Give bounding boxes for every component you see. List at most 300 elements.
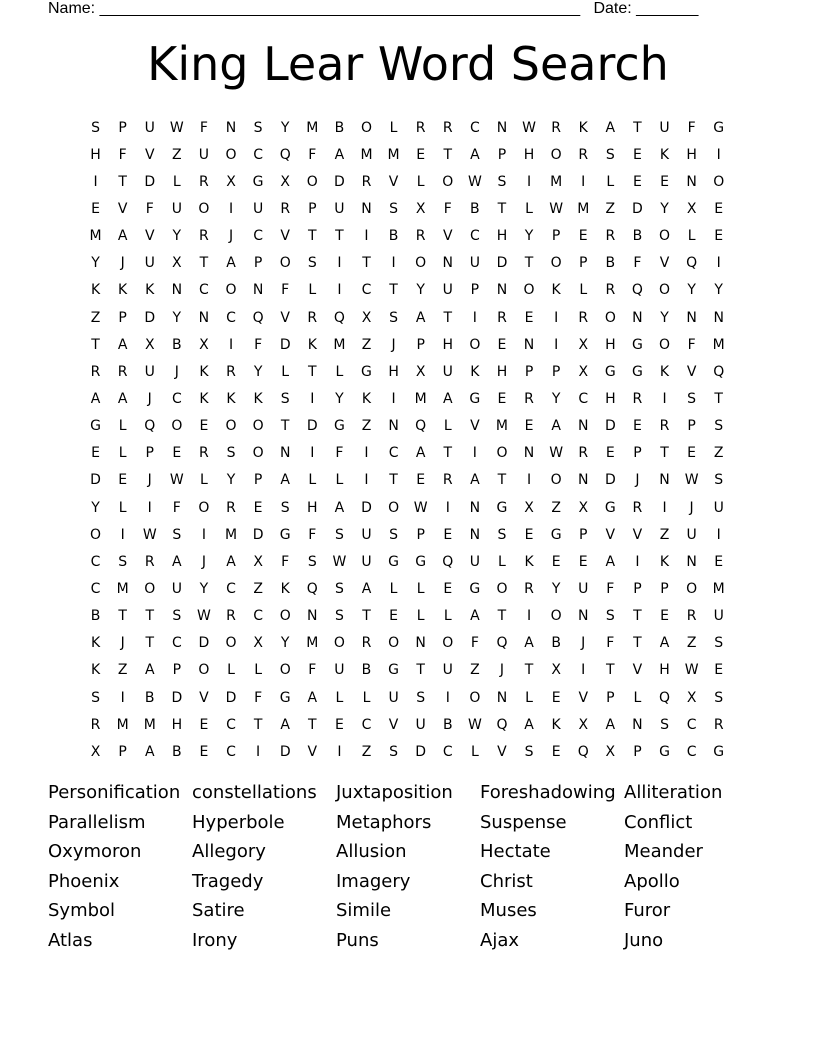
- grid-letter[interactable]: K: [578, 119, 588, 136]
- grid-letter[interactable]: U: [334, 662, 345, 679]
- grid-letter[interactable]: V: [199, 689, 209, 706]
- grid-letter[interactable]: Y: [91, 499, 100, 516]
- grid-letter[interactable]: X: [578, 363, 589, 380]
- grid-letter[interactable]: Y: [416, 282, 425, 299]
- grid-letter[interactable]: M: [550, 173, 563, 190]
- grid-letter[interactable]: T: [633, 608, 642, 625]
- grid-letter[interactable]: X: [524, 499, 534, 516]
- grid-letter[interactable]: N: [686, 173, 697, 190]
- grid-letter[interactable]: O: [686, 580, 698, 597]
- grid-letter[interactable]: U: [144, 119, 155, 136]
- grid-letter[interactable]: Y: [280, 119, 290, 136]
- grid-letter[interactable]: T: [362, 608, 371, 625]
- grid-letter[interactable]: D: [361, 499, 372, 516]
- grid-letter[interactable]: P: [118, 119, 127, 136]
- grid-letter[interactable]: S: [280, 390, 290, 407]
- grid-letter[interactable]: I: [364, 228, 369, 245]
- grid-letter[interactable]: P: [416, 336, 425, 353]
- grid-letter[interactable]: R: [578, 309, 589, 326]
- grid-letter[interactable]: M: [306, 635, 319, 652]
- grid-letter[interactable]: E: [551, 689, 561, 706]
- grid-letter[interactable]: G: [279, 689, 291, 706]
- grid-letter[interactable]: O: [171, 418, 183, 435]
- grid-letter[interactable]: F: [443, 200, 452, 217]
- grid-letter[interactable]: I: [526, 472, 532, 489]
- grid-letter[interactable]: R: [524, 390, 534, 407]
- grid-letter[interactable]: H: [686, 146, 697, 163]
- grid-letter[interactable]: N: [225, 119, 237, 136]
- grid-letter[interactable]: C: [226, 743, 236, 760]
- grid-letter[interactable]: E: [605, 445, 615, 462]
- grid-letter[interactable]: C: [361, 282, 372, 299]
- grid-letter[interactable]: P: [606, 689, 615, 706]
- grid-letter[interactable]: H: [523, 146, 535, 163]
- grid-letter[interactable]: F: [172, 499, 181, 516]
- grid-letter[interactable]: U: [442, 363, 453, 380]
- grid-letter[interactable]: N: [496, 119, 508, 136]
- grid-letter[interactable]: W: [549, 445, 564, 462]
- grid-letter[interactable]: G: [388, 553, 399, 570]
- grid-letter[interactable]: T: [443, 309, 453, 326]
- grid-letter[interactable]: E: [416, 146, 426, 163]
- grid-letter[interactable]: G: [415, 553, 427, 570]
- grid-letter[interactable]: K: [551, 282, 561, 299]
- grid-letter[interactable]: E: [714, 662, 724, 679]
- grid-letter[interactable]: L: [118, 418, 127, 435]
- grid-letter[interactable]: D: [279, 743, 291, 760]
- grid-letter[interactable]: U: [171, 200, 182, 217]
- grid-letter[interactable]: M: [360, 146, 373, 163]
- grid-letter[interactable]: T: [714, 390, 723, 407]
- grid-letter[interactable]: C: [469, 119, 480, 136]
- grid-letter[interactable]: K: [551, 716, 561, 733]
- grid-letter[interactable]: Y: [172, 309, 182, 326]
- grid-letter[interactable]: R: [117, 363, 128, 380]
- grid-letter[interactable]: D: [171, 689, 183, 706]
- grid-letter[interactable]: A: [442, 390, 453, 407]
- grid-letter[interactable]: V: [632, 526, 643, 543]
- grid-letter[interactable]: R: [524, 580, 534, 597]
- grid-letter[interactable]: Y: [714, 282, 723, 299]
- grid-letter[interactable]: B: [90, 608, 101, 625]
- grid-letter[interactable]: C: [686, 716, 697, 733]
- grid-letter[interactable]: N: [279, 445, 291, 462]
- grid-letter[interactable]: P: [633, 445, 642, 462]
- grid-letter[interactable]: P: [308, 200, 317, 217]
- grid-letter[interactable]: Y: [226, 472, 236, 489]
- grid-letter[interactable]: A: [144, 743, 155, 760]
- grid-letter[interactable]: P: [579, 255, 588, 272]
- grid-letter[interactable]: B: [172, 336, 182, 353]
- grid-letter[interactable]: A: [415, 445, 426, 462]
- grid-letter[interactable]: C: [469, 228, 480, 245]
- grid-letter[interactable]: D: [90, 472, 101, 489]
- grid-letter[interactable]: R: [578, 445, 589, 462]
- grid-letter[interactable]: J: [228, 228, 234, 245]
- grid-letter[interactable]: R: [144, 553, 155, 570]
- grid-letter[interactable]: Q: [442, 553, 454, 570]
- grid-letter[interactable]: Z: [90, 309, 101, 326]
- grid-letter[interactable]: R: [686, 608, 697, 625]
- grid-letter[interactable]: V: [307, 743, 318, 760]
- grid-letter[interactable]: R: [497, 309, 507, 326]
- grid-letter[interactable]: G: [252, 173, 264, 190]
- grid-letter[interactable]: L: [606, 173, 615, 190]
- grid-letter[interactable]: U: [686, 526, 697, 543]
- grid-letter[interactable]: W: [467, 716, 482, 733]
- grid-letter[interactable]: G: [90, 418, 101, 435]
- grid-letter[interactable]: S: [605, 608, 615, 625]
- grid-letter[interactable]: I: [310, 445, 315, 462]
- grid-letter[interactable]: E: [551, 553, 561, 570]
- grid-letter[interactable]: S: [307, 255, 317, 272]
- grid-letter[interactable]: D: [144, 309, 156, 326]
- grid-letter[interactable]: J: [689, 499, 694, 516]
- grid-letter[interactable]: S: [91, 119, 100, 136]
- grid-letter[interactable]: T: [145, 635, 155, 652]
- grid-letter[interactable]: O: [388, 499, 400, 516]
- grid-letter[interactable]: L: [118, 445, 127, 462]
- grid-letter[interactable]: C: [171, 635, 182, 652]
- grid-letter[interactable]: A: [280, 472, 290, 489]
- grid-letter[interactable]: X: [605, 743, 616, 760]
- grid-letter[interactable]: C: [253, 608, 263, 625]
- grid-letter[interactable]: O: [198, 662, 210, 679]
- grid-letter[interactable]: H: [442, 336, 454, 353]
- grid-letter[interactable]: V: [388, 173, 399, 190]
- grid-letter[interactable]: K: [199, 363, 209, 380]
- grid-letter[interactable]: U: [659, 119, 670, 136]
- grid-letter[interactable]: O: [469, 689, 481, 706]
- grid-letter[interactable]: Z: [253, 580, 263, 597]
- grid-letter[interactable]: H: [605, 390, 616, 407]
- grid-letter[interactable]: M: [224, 526, 238, 543]
- grid-letter[interactable]: S: [226, 445, 236, 462]
- grid-letter[interactable]: L: [200, 472, 208, 489]
- grid-letter[interactable]: X: [551, 662, 561, 679]
- grid-letter[interactable]: U: [198, 146, 210, 163]
- grid-letter[interactable]: C: [578, 390, 589, 407]
- grid-letter[interactable]: Y: [91, 255, 100, 272]
- grid-letter[interactable]: H: [90, 146, 101, 163]
- grid-letter[interactable]: N: [496, 689, 508, 706]
- grid-letter[interactable]: M: [116, 580, 129, 597]
- grid-letter[interactable]: H: [307, 499, 318, 516]
- grid-letter[interactable]: N: [577, 472, 589, 489]
- grid-letter[interactable]: E: [524, 526, 534, 543]
- grid-letter[interactable]: G: [388, 662, 399, 679]
- grid-letter[interactable]: Y: [199, 580, 209, 597]
- grid-letter[interactable]: O: [496, 580, 508, 597]
- grid-letter[interactable]: L: [687, 228, 696, 245]
- grid-letter[interactable]: I: [337, 282, 342, 299]
- grid-letter[interactable]: D: [144, 173, 156, 190]
- grid-letter[interactable]: M: [333, 336, 346, 353]
- grid-letter[interactable]: U: [713, 608, 724, 625]
- grid-letter[interactable]: V: [442, 228, 453, 245]
- grid-letter[interactable]: Q: [252, 309, 264, 326]
- grid-letter[interactable]: P: [118, 743, 127, 760]
- grid-letter[interactable]: O: [306, 173, 318, 190]
- grid-letter[interactable]: J: [391, 336, 396, 353]
- grid-letter[interactable]: T: [389, 282, 398, 299]
- grid-letter[interactable]: X: [172, 255, 182, 272]
- grid-letter[interactable]: W: [684, 472, 699, 489]
- grid-letter[interactable]: O: [279, 255, 291, 272]
- grid-letter[interactable]: F: [633, 255, 642, 272]
- grid-letter[interactable]: O: [469, 336, 481, 353]
- grid-letter[interactable]: J: [581, 635, 586, 652]
- grid-letter[interactable]: Q: [279, 146, 291, 163]
- grid-letter[interactable]: E: [199, 418, 209, 435]
- grid-letter[interactable]: R: [442, 472, 453, 489]
- grid-letter[interactable]: P: [633, 580, 642, 597]
- grid-letter[interactable]: A: [144, 662, 155, 679]
- grid-letter[interactable]: B: [632, 228, 643, 245]
- grid-letter[interactable]: X: [578, 499, 589, 516]
- grid-letter[interactable]: F: [308, 662, 317, 679]
- grid-letter[interactable]: L: [443, 418, 452, 435]
- grid-letter[interactable]: S: [280, 499, 290, 516]
- grid-letter[interactable]: W: [169, 472, 184, 489]
- grid-letter[interactable]: K: [659, 146, 670, 163]
- grid-letter[interactable]: V: [144, 146, 155, 163]
- grid-letter[interactable]: C: [361, 716, 372, 733]
- grid-letter[interactable]: L: [335, 472, 344, 489]
- grid-letter[interactable]: A: [605, 716, 616, 733]
- grid-letter[interactable]: M: [577, 200, 590, 217]
- grid-letter[interactable]: R: [442, 119, 453, 136]
- grid-letter[interactable]: L: [525, 200, 533, 217]
- grid-letter[interactable]: N: [632, 716, 643, 733]
- grid-letter[interactable]: R: [605, 228, 616, 245]
- grid-letter[interactable]: A: [226, 255, 236, 272]
- grid-letter[interactable]: L: [633, 689, 642, 706]
- grid-letter[interactable]: F: [308, 526, 317, 543]
- grid-letter[interactable]: N: [632, 309, 643, 326]
- grid-letter[interactable]: E: [497, 390, 507, 407]
- grid-letter[interactable]: C: [388, 445, 399, 462]
- grid-letter[interactable]: L: [470, 743, 479, 760]
- grid-letter[interactable]: E: [714, 553, 724, 570]
- grid-letter[interactable]: K: [524, 553, 534, 570]
- grid-letter[interactable]: W: [684, 662, 699, 679]
- grid-letter[interactable]: E: [497, 336, 507, 353]
- grid-letter[interactable]: Y: [335, 390, 344, 407]
- grid-letter[interactable]: X: [415, 200, 426, 217]
- grid-letter[interactable]: E: [551, 743, 561, 760]
- grid-letter[interactable]: Y: [253, 363, 263, 380]
- grid-letter[interactable]: M: [116, 716, 129, 733]
- grid-letter[interactable]: S: [416, 689, 426, 706]
- grid-letter[interactable]: K: [659, 363, 670, 380]
- grid-letter[interactable]: F: [254, 336, 263, 353]
- grid-letter[interactable]: X: [686, 200, 697, 217]
- grid-letter[interactable]: V: [686, 363, 697, 380]
- grid-letter[interactable]: I: [472, 309, 477, 326]
- grid-letter[interactable]: W: [169, 119, 184, 136]
- grid-letter[interactable]: R: [226, 499, 236, 516]
- grid-letter[interactable]: E: [632, 173, 642, 190]
- grid-letter[interactable]: I: [445, 499, 450, 516]
- grid-letter[interactable]: D: [252, 526, 264, 543]
- grid-letter[interactable]: L: [498, 553, 506, 570]
- grid-letter[interactable]: T: [362, 255, 371, 272]
- grid-letter[interactable]: A: [226, 553, 236, 570]
- grid-letter[interactable]: Q: [631, 282, 643, 299]
- grid-letter[interactable]: A: [470, 472, 480, 489]
- grid-letter[interactable]: C: [90, 580, 101, 597]
- grid-letter[interactable]: T: [633, 635, 642, 652]
- grid-letter[interactable]: N: [577, 418, 589, 435]
- grid-letter[interactable]: K: [145, 282, 155, 299]
- grid-letter[interactable]: L: [389, 580, 398, 597]
- grid-letter[interactable]: N: [361, 200, 372, 217]
- grid-letter[interactable]: E: [443, 580, 453, 597]
- grid-letter[interactable]: S: [118, 553, 128, 570]
- grid-letter[interactable]: D: [632, 200, 643, 217]
- grid-letter[interactable]: P: [579, 526, 588, 543]
- grid-letter[interactable]: A: [361, 580, 372, 597]
- grid-letter[interactable]: Q: [333, 309, 345, 326]
- grid-letter[interactable]: E: [524, 309, 534, 326]
- grid-letter[interactable]: F: [335, 445, 344, 462]
- grid-letter[interactable]: K: [90, 662, 101, 679]
- grid-letter[interactable]: O: [388, 635, 400, 652]
- grid-letter[interactable]: M: [387, 146, 400, 163]
- grid-letter[interactable]: E: [578, 228, 588, 245]
- grid-letter[interactable]: V: [578, 689, 589, 706]
- grid-letter[interactable]: M: [495, 418, 508, 435]
- grid-letter[interactable]: E: [416, 472, 426, 489]
- grid-letter[interactable]: V: [470, 418, 480, 435]
- grid-letter[interactable]: S: [389, 743, 399, 760]
- grid-letter[interactable]: A: [172, 553, 182, 570]
- grid-letter[interactable]: O: [496, 445, 508, 462]
- grid-letter[interactable]: M: [306, 119, 319, 136]
- grid-letter[interactable]: L: [281, 363, 290, 380]
- grid-letter[interactable]: U: [469, 255, 480, 272]
- grid-letter[interactable]: M: [143, 716, 156, 733]
- grid-letter[interactable]: R: [361, 173, 372, 190]
- grid-letter[interactable]: N: [686, 553, 697, 570]
- grid-letter[interactable]: F: [281, 282, 290, 299]
- grid-letter[interactable]: N: [659, 472, 670, 489]
- grid-letter[interactable]: J: [174, 363, 179, 380]
- grid-letter[interactable]: F: [281, 553, 290, 570]
- grid-letter[interactable]: Y: [660, 309, 669, 326]
- grid-letter[interactable]: I: [337, 743, 342, 760]
- grid-letter[interactable]: P: [524, 363, 534, 380]
- grid-letter[interactable]: O: [523, 282, 535, 299]
- grid-letter[interactable]: R: [659, 418, 670, 435]
- grid-letter[interactable]: G: [713, 119, 725, 136]
- grid-letter[interactable]: S: [172, 526, 182, 543]
- grid-letter[interactable]: L: [227, 662, 235, 679]
- grid-letter[interactable]: V: [605, 526, 616, 543]
- grid-letter[interactable]: L: [416, 580, 425, 597]
- grid-letter[interactable]: L: [362, 689, 371, 706]
- grid-letter[interactable]: H: [659, 662, 670, 679]
- grid-letter[interactable]: T: [497, 472, 507, 489]
- grid-letter[interactable]: X: [415, 363, 426, 380]
- name-blank[interactable]: ______________________________________________________: [99, 0, 581, 17]
- grid-letter[interactable]: T: [524, 662, 534, 679]
- grid-letter[interactable]: W: [197, 608, 211, 625]
- grid-letter[interactable]: S: [497, 173, 507, 190]
- grid-letter[interactable]: S: [497, 526, 507, 543]
- grid-letter[interactable]: H: [605, 336, 616, 353]
- grid-letter[interactable]: I: [391, 255, 396, 272]
- grid-letter[interactable]: H: [171, 716, 183, 733]
- grid-letter[interactable]: O: [659, 336, 671, 353]
- grid-letter[interactable]: T: [118, 608, 127, 625]
- grid-letter[interactable]: T: [335, 228, 344, 245]
- grid-letter[interactable]: U: [171, 580, 182, 597]
- grid-letter[interactable]: V: [280, 309, 290, 326]
- grid-letter[interactable]: R: [199, 445, 209, 462]
- grid-letter[interactable]: O: [225, 282, 237, 299]
- grid-letter[interactable]: S: [714, 689, 724, 706]
- grid-letter[interactable]: L: [389, 119, 398, 136]
- grid-letter[interactable]: E: [660, 173, 669, 190]
- grid-letter[interactable]: T: [443, 146, 453, 163]
- grid-letter[interactable]: Z: [551, 499, 561, 516]
- grid-letter[interactable]: C: [199, 282, 209, 299]
- grid-letter[interactable]: K: [253, 390, 263, 407]
- grid-letter[interactable]: Z: [659, 526, 670, 543]
- grid-letter[interactable]: R: [199, 228, 209, 245]
- grid-letter[interactable]: R: [415, 119, 426, 136]
- grid-letter[interactable]: E: [118, 472, 128, 489]
- grid-letter[interactable]: V: [659, 255, 670, 272]
- grid-letter[interactable]: P: [551, 228, 561, 245]
- grid-letter[interactable]: I: [716, 526, 721, 543]
- grid-letter[interactable]: R: [415, 228, 426, 245]
- grid-letter[interactable]: A: [280, 716, 290, 733]
- grid-letter[interactable]: P: [660, 580, 669, 597]
- grid-letter[interactable]: D: [604, 472, 616, 489]
- grid-letter[interactable]: L: [416, 608, 425, 625]
- grid-letter[interactable]: Z: [470, 662, 480, 679]
- grid-letter[interactable]: R: [90, 363, 101, 380]
- grid-letter[interactable]: P: [633, 743, 642, 760]
- grid-letter[interactable]: L: [118, 499, 127, 516]
- grid-letter[interactable]: W: [332, 553, 347, 570]
- grid-letter[interactable]: S: [524, 743, 534, 760]
- grid-letter[interactable]: U: [713, 499, 724, 516]
- grid-letter[interactable]: S: [307, 553, 317, 570]
- grid-letter[interactable]: W: [413, 499, 428, 516]
- grid-letter[interactable]: Z: [172, 146, 182, 163]
- grid-letter[interactable]: Q: [496, 635, 508, 652]
- grid-letter[interactable]: T: [497, 200, 507, 217]
- grid-letter[interactable]: B: [470, 200, 480, 217]
- grid-letter[interactable]: Q: [306, 580, 318, 597]
- grid-letter[interactable]: G: [469, 390, 481, 407]
- grid-letter[interactable]: T: [606, 662, 615, 679]
- grid-letter[interactable]: Q: [713, 363, 725, 380]
- grid-letter[interactable]: M: [712, 336, 725, 353]
- grid-letter[interactable]: P: [118, 309, 127, 326]
- grid-letter[interactable]: K: [118, 282, 128, 299]
- grid-letter[interactable]: I: [337, 255, 342, 272]
- grid-letter[interactable]: G: [279, 526, 291, 543]
- grid-letter[interactable]: U: [361, 526, 372, 543]
- grid-letter[interactable]: E: [91, 445, 100, 462]
- grid-letter[interactable]: E: [714, 228, 724, 245]
- grid-letter[interactable]: E: [524, 418, 534, 435]
